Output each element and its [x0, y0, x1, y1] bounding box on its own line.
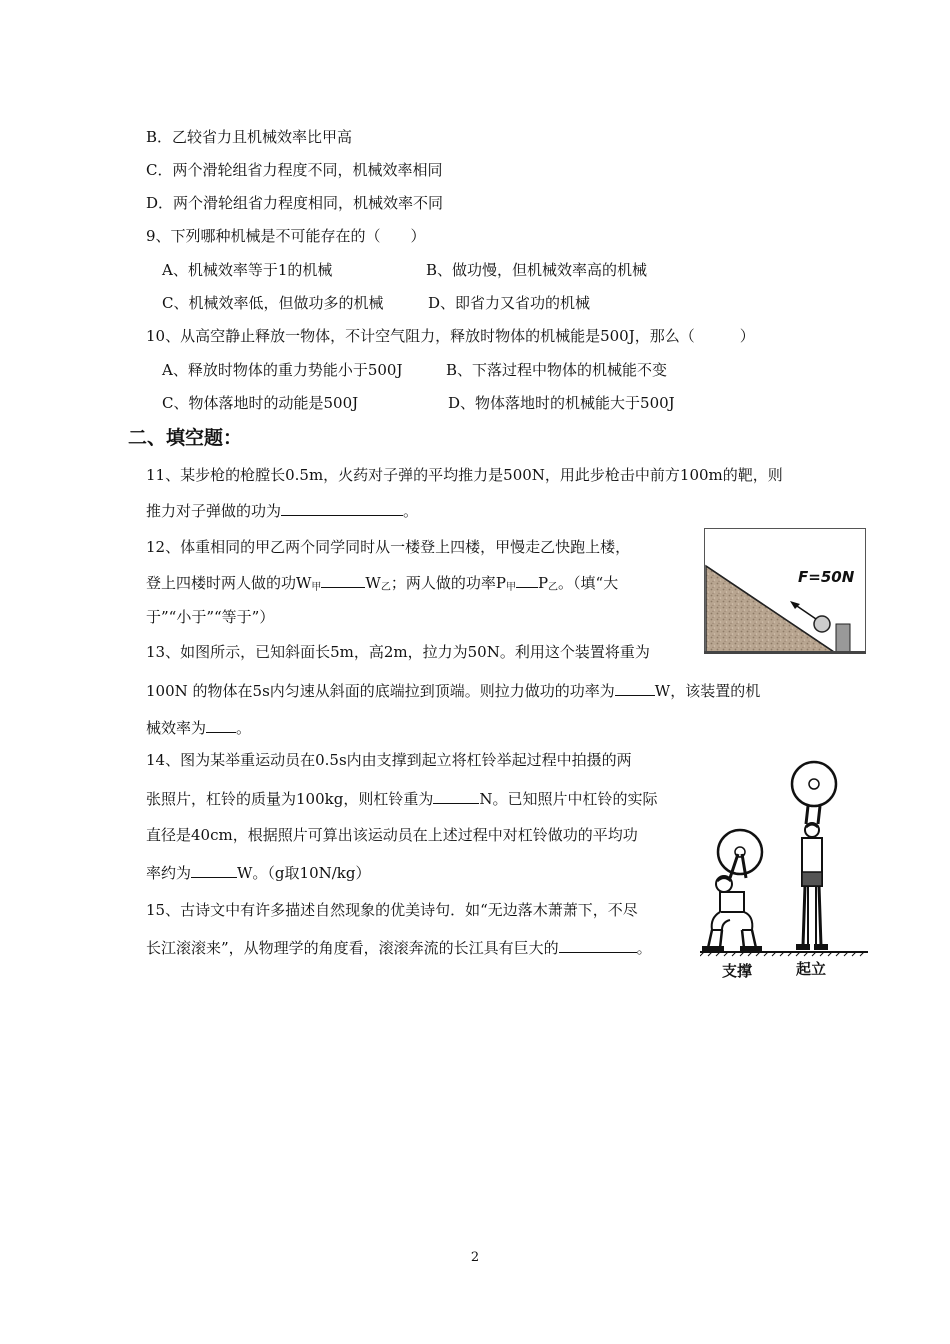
q12-subscript-1: 甲 — [311, 582, 322, 593]
q11-text-end: 。 — [403, 502, 419, 520]
q10-stem: 10、从高空静止释放一物体，不计空气阻力，释放时物体的机械能是500J，那么（ ） — [146, 327, 755, 345]
q8-option-c: C．两个滑轮组省力程度不同，机械效率相同 — [146, 161, 443, 179]
q12-text-b: W — [365, 574, 381, 592]
q11-line-1: 11、某步枪的枪膛长0.5m，火药对子弹的平均推力是500N，用此步枪击中前方100m的靶，则 — [146, 466, 783, 484]
q14-weight-blank[interactable] — [433, 788, 479, 804]
q10-option-c: C、物体落地时的动能是500J — [162, 394, 359, 412]
q12-text-d: P — [537, 574, 549, 592]
q13-text-a: 100N 的物体在5s内匀速从斜面的底端拉到顶端。则拉力做功的功率为 — [146, 682, 615, 700]
q15-energy-blank[interactable] — [559, 937, 637, 953]
barbell-plate-left — [718, 830, 762, 874]
q9-stem: 9、下列哪种机械是不可能存在的（ ） — [146, 227, 426, 245]
q12-line-3: 于”“小于”“等于”） — [146, 608, 275, 626]
barbell-plate-right — [792, 762, 836, 806]
q12-line-2 — [146, 572, 618, 598]
ground-line — [704, 651, 866, 654]
q14-text-d: W。（g取10N/kg） — [237, 864, 371, 882]
q8-option-d: D．两个滑轮组省力程度相同，机械效率不同 — [146, 194, 444, 212]
q13-efficiency-blank[interactable] — [206, 717, 236, 733]
q15-line-1: 15、古诗文中有许多描述自然现象的优美诗句．如“无边落木萧萧下，不尽 — [146, 901, 638, 919]
q12-work-blank[interactable] — [321, 572, 365, 588]
q8-option-b: B．乙较省力且机械效率比甲高 — [146, 128, 353, 146]
q13-line-1: 13、如图所示，已知斜面长5m，高2m，拉力为50N。利用这个装置将重为 — [146, 643, 650, 661]
q12-line-1: 12、体重相同的甲乙两个同学同时从一楼登上四楼，甲慢走乙快跑上楼， — [146, 538, 631, 556]
incline-figure — [704, 528, 866, 654]
q10-option-a: A、释放时物体的重力势能小于500J — [162, 361, 403, 379]
q15-text-a: 长江滚滚来”，从物理学的角度看，滚滚奔流的长江具有巨大的 — [146, 939, 559, 957]
q9-option-d: D、即省力又省功的机械 — [428, 294, 591, 312]
q14-power-blank[interactable] — [191, 862, 237, 878]
incline-force-label: F=50N — [798, 568, 855, 586]
q15-line-2 — [146, 937, 652, 958]
lifter-squat — [702, 830, 762, 951]
q13-power-blank[interactable] — [615, 680, 655, 696]
weightlifter-figure — [700, 750, 870, 982]
q13-text-d: 。 — [236, 719, 252, 737]
q12-subscript-4: 乙 — [548, 582, 559, 593]
pulley-post — [836, 624, 850, 652]
q9-option-c: C、机械效率低，但做功多的机械 — [162, 294, 384, 312]
q9-option-a: A、机械效率等于1的机械 — [162, 261, 333, 279]
q9-option-b: B、做功慢，但机械效率高的机械 — [426, 261, 648, 279]
q14-line-4 — [146, 862, 371, 883]
q12-text-a: 登上四楼时两人做的功W — [146, 574, 312, 592]
q14-line-2 — [146, 788, 657, 809]
q14-line-3: 直径是40cm，根据照片可算出该运动员在上述过程中对杠铃做功的平均功 — [146, 826, 638, 844]
lifter-label-stand: 起立 — [796, 960, 827, 978]
lifter-label-squat: 支撑 — [722, 962, 753, 980]
q10-option-d: D、物体落地时的机械能大于500J — [448, 394, 675, 412]
page-number: 2 — [470, 1250, 480, 1265]
q13-text-b: W，该装置的机 — [654, 682, 761, 700]
q10-option-b: B、下落过程中物体的机械能不变 — [446, 361, 668, 379]
q15-text-b: 。 — [636, 939, 652, 957]
q14-line-1: 14、图为某举重运动员在0.5s内由支撑到起立将杠铃举起过程中拍摄的两 — [146, 751, 632, 769]
q12-subscript-3: 甲 — [505, 582, 516, 593]
q13-text-c: 械效率为 — [146, 719, 207, 737]
q11-line-2 — [146, 500, 418, 521]
q12-text-e: 。（填“大 — [558, 574, 619, 592]
lifter-standing — [792, 762, 836, 950]
q12-text-c: ；两人做的功率P — [390, 574, 506, 592]
q14-text-c: 率约为 — [146, 864, 192, 882]
q11-answer-blank[interactable] — [281, 500, 403, 516]
q14-text-a: 张照片，杠铃的质量为100kg，则杠铃重为 — [146, 790, 434, 808]
q12-power-blank[interactable] — [516, 572, 538, 588]
q12-subscript-2: 乙 — [380, 582, 391, 593]
q14-text-b: N。已知照片中杠铃的实际 — [479, 790, 658, 808]
q13-line-2 — [146, 680, 760, 701]
q11-text: 推力对子弹做的功为 — [146, 502, 282, 520]
q13-line-3 — [146, 717, 251, 738]
section-heading-fill-in: 二、填空题： — [128, 427, 243, 449]
